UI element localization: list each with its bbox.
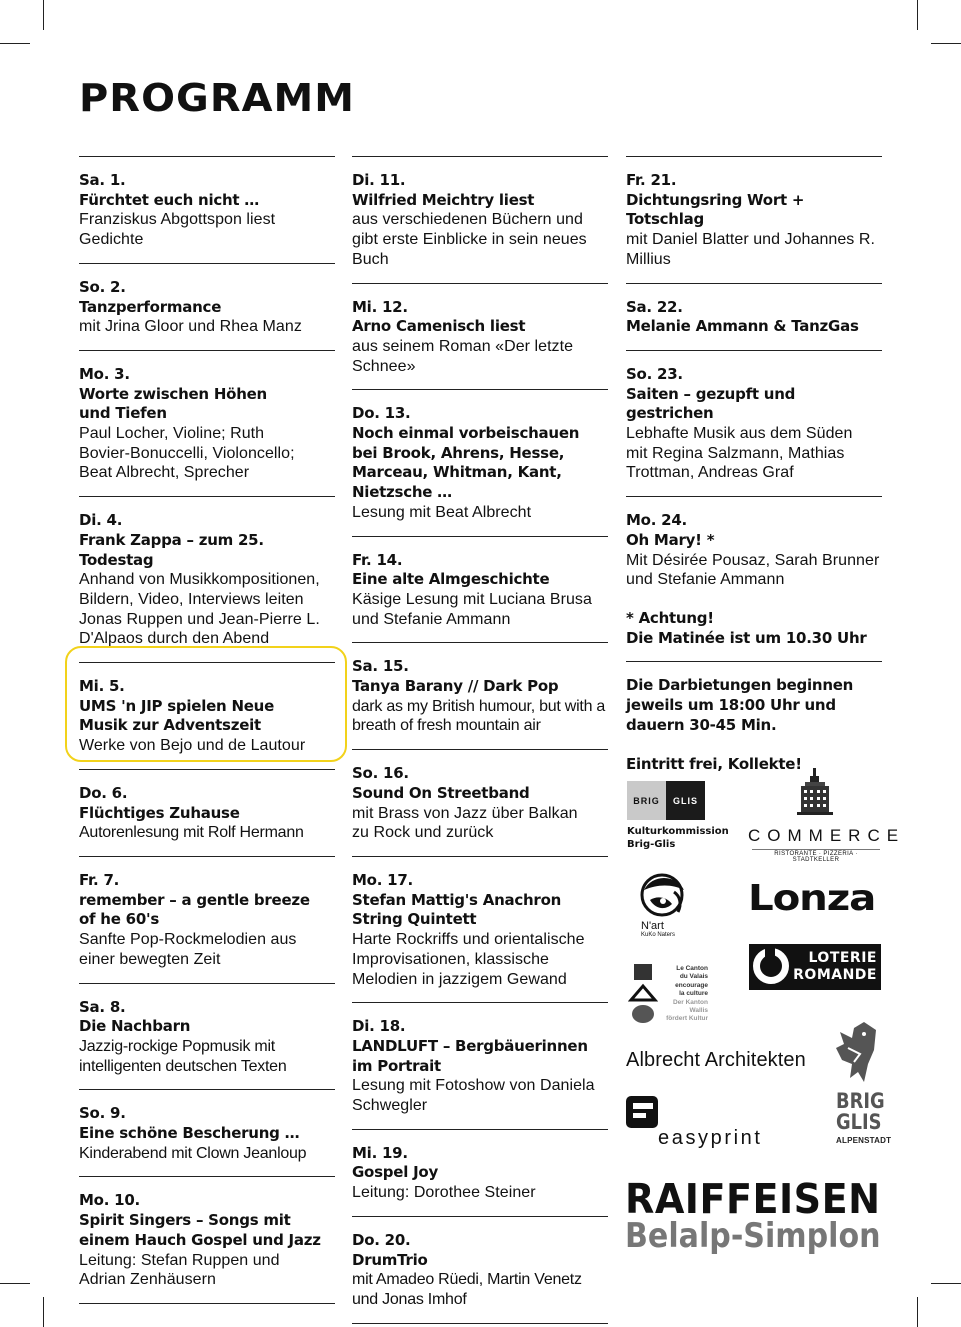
loterie-line1: LOTERIE xyxy=(808,950,877,966)
entry-description: mit Amadeo Rüedi, Martin Venetz und Jonas Imhof xyxy=(352,1271,582,1308)
entry-date: Di. 18. xyxy=(352,1017,406,1036)
entry-title: Wilfried Meichtry liest xyxy=(352,190,535,209)
alpenstadt-label: ALPENSTADT xyxy=(836,1136,892,1145)
entry-title: Worte zwischen Höhen und Tiefen xyxy=(79,384,267,423)
entry-description: Autorenlesung mit Rolf Hermann xyxy=(79,824,304,842)
brig-label: BRIG xyxy=(627,781,666,820)
crop-mark xyxy=(917,0,918,30)
lonza-logo: Lonza xyxy=(748,878,876,919)
glis-label: GLIS xyxy=(666,781,705,820)
program-entry xyxy=(352,643,608,750)
program-column-2 xyxy=(352,156,608,1324)
notice-heading: * Achtung! xyxy=(626,608,714,627)
canton-line: Der Kanton xyxy=(672,998,708,1006)
entry-date: So. 9. xyxy=(79,1104,126,1123)
entry-date: So. 23. xyxy=(626,364,683,383)
entry-date: Sa. 22. xyxy=(626,297,683,316)
program-entry xyxy=(352,157,608,284)
canton-line: la culture xyxy=(679,990,708,998)
page-title: PROGRAMM xyxy=(79,76,356,120)
program-entry xyxy=(79,857,335,984)
entry-date: Mo. 10. xyxy=(79,1191,140,1210)
info-block xyxy=(626,662,882,788)
entry-title: Eine alte Almgeschichte xyxy=(352,570,550,589)
entry-description: aus seinem Roman «Der letzte Schnee» xyxy=(352,337,574,375)
program-entry xyxy=(626,351,882,497)
entry-date: Mi. 19. xyxy=(352,1143,408,1162)
canton-valais-icon xyxy=(628,964,658,1031)
entry-description: dark as my British humour, but with a breath of fresh mountain air xyxy=(352,697,606,735)
entry-description: Leitung: Stefan Ruppen und Adrian Zenhäusern xyxy=(79,1251,280,1289)
brig-glis-logo xyxy=(836,1091,885,1133)
entry-title: Flüchtiges Zuhause xyxy=(79,803,240,822)
crop-mark xyxy=(0,1283,30,1284)
entry-date: Do. 6. xyxy=(79,783,128,802)
notice-block xyxy=(626,603,882,662)
start-time-info: Die Darbietungen beginnen jeweils um 18:00 Uhr und dauern 30-45 Min. xyxy=(626,676,854,734)
entry-title: UMS 'n JIP spielen Neue Musik zur Adventszeit xyxy=(79,696,275,735)
entry-title: LANDLUFT – Bergbäuerinnen im Portrait xyxy=(352,1036,588,1075)
program-column-3 xyxy=(626,156,882,788)
program-entry xyxy=(352,537,608,644)
entry-title: Spirit Singers – Songs mit einem Hauch Gospel und Jazz xyxy=(79,1211,321,1249)
entry-date: Di. 4. xyxy=(79,511,123,530)
entry-description: Franziskus Abgottspon liest Gedichte xyxy=(79,211,276,249)
program-entry xyxy=(352,750,608,857)
entry-description: mit Jrina Gloor und Rhea Manz xyxy=(79,318,302,336)
crop-mark xyxy=(931,43,961,44)
program-entry xyxy=(79,770,335,857)
entry-title: Stefan Mattig's Anachron String Quintett xyxy=(352,890,562,929)
entry-description: Jazzig-rockige Popmusik mit intelligenten deutschen Texten xyxy=(79,1037,287,1075)
entry-description: Lesung mit Fotoshow von Daniela Schwegler xyxy=(352,1077,595,1115)
entry-description: Paul Locher, Violine; Ruth Bovier-Bonuccelli, Violoncello; Beat Albrecht, Sprecher xyxy=(79,425,295,482)
entry-date: Mi. 12. xyxy=(352,297,408,316)
entry-date: Fr. 14. xyxy=(352,550,403,569)
loterie-romande-logo xyxy=(749,944,881,990)
canton-line: du Valais xyxy=(679,973,708,981)
nart-logo: N'art xyxy=(641,920,664,932)
canton-line: Le Canton xyxy=(676,965,708,972)
loterie-ring-gap xyxy=(765,944,775,962)
crop-mark xyxy=(43,0,44,30)
program-entry xyxy=(79,984,335,1091)
program-entry xyxy=(626,284,882,351)
program-entry-highlighted xyxy=(79,663,335,770)
program-entry xyxy=(352,857,608,1003)
albrecht-architekten-logo: Albrecht Architekten xyxy=(626,1049,806,1071)
entry-description: Lesung mit Beat Albrecht xyxy=(352,503,532,521)
canton-line: Wallis xyxy=(689,1007,708,1015)
entry-description: Lebhafte Musik aus dem Süden mit Regina Salzmann, Mathias Trottman, Andreas Graf xyxy=(626,425,853,482)
entry-title: Tanya Barany // Dark Pop xyxy=(352,677,559,696)
brig-glis-line2: GLIS xyxy=(836,1110,882,1134)
crop-mark xyxy=(43,1297,44,1327)
entry-date: So. 16. xyxy=(352,764,409,783)
canton-line: fördert Kultur xyxy=(666,1015,708,1023)
notice-text: Die Matinée ist um 10.30 Uhr xyxy=(626,628,867,647)
entry-title: Frank Zappa – zum 25. Todestag xyxy=(79,530,264,569)
easyprint-e-icon xyxy=(626,1096,660,1135)
entry-date: Mi. 5. xyxy=(79,677,125,696)
brig-glis-eagle-icon xyxy=(834,1020,878,1095)
crop-mark xyxy=(0,43,30,44)
entry-title: remember – a gentle breeze of he 60's xyxy=(79,890,310,929)
entry-date: Do. 13. xyxy=(352,404,411,423)
program-entry xyxy=(352,390,608,536)
entry-title: Gospel Joy xyxy=(352,1163,438,1182)
program-entry xyxy=(79,157,335,264)
program-entry xyxy=(626,157,882,284)
nart-globe-icon xyxy=(636,870,692,927)
entry-date: Sa. 15. xyxy=(352,657,409,676)
entry-date: Mo. 17. xyxy=(352,870,413,889)
entry-date: Fr. 21. xyxy=(626,171,677,189)
program-entry xyxy=(79,264,335,351)
brig-glis-kultur-logo xyxy=(627,781,705,820)
entry-description: Werke von Bejo und de Lautour xyxy=(79,737,306,755)
entry-title: Noch einmal vorbeischauen bei Brook, Ahrens, Hesse, Marceau, Whitman, Kant, Nietzsche … xyxy=(352,424,580,502)
entry-title: Oh Mary! * xyxy=(626,530,715,549)
entry-title: Sound On Streetband xyxy=(352,783,530,802)
crop-mark xyxy=(931,1283,961,1284)
program-entry xyxy=(352,1003,608,1130)
entry-fee-info: Eintritt frei, Kollekte! xyxy=(626,755,802,774)
nart-subtitle: KuKo Naters xyxy=(641,932,676,938)
entry-date: Sa. 1. xyxy=(79,171,126,189)
entry-title: Melanie Ammann & TanzGas xyxy=(626,317,859,336)
kulturkommission-label: Kulturkommission Brig-Glis xyxy=(627,826,729,850)
entry-date: Fr. 7. xyxy=(79,870,120,889)
entry-description: aus verschiedenen Büchern und gibt erste Einblicke in sein neues Buch xyxy=(352,211,587,268)
entry-description: Leitung: Dorothee Steiner xyxy=(352,1184,536,1202)
entry-date: Do. 20. xyxy=(352,1230,411,1249)
entry-date: Sa. 8. xyxy=(79,997,126,1016)
entry-description: Kinderabend mit Clown Jeanloup xyxy=(79,1144,307,1162)
entry-title: Tanzperformance xyxy=(79,297,222,316)
raiffeisen-logo: RAIFFEISEN xyxy=(625,1175,881,1223)
program-entry xyxy=(352,1217,608,1324)
entry-description: Sanfte Pop-Rockmelodien aus einer bewegten Zeit xyxy=(79,931,297,968)
commerce-tower-icon xyxy=(795,768,835,825)
canton-valais-text xyxy=(660,965,708,1024)
program-entry xyxy=(79,1177,335,1304)
entry-description: Anhand von Musikkompositionen, Bildern, Video, Interviews leiten Jonas Ruppen und Jean-Pierre L. D'Alpaos durch den Abend xyxy=(79,571,320,648)
entry-description: Käsige Lesung mit Luciana Brusa und Stefanie Ammann xyxy=(352,590,592,628)
entry-title: Arno Camenisch liest xyxy=(352,317,526,336)
entry-date: Mo. 3. xyxy=(79,364,130,383)
entry-title: Eine schöne Bescherung … xyxy=(79,1124,300,1143)
entry-description: Harte Rockriffs und orientalische Improvisationen, klassische Melodien in jazzigem Gewand xyxy=(352,931,585,988)
program-entry xyxy=(79,1090,335,1177)
loterie-line2: ROMANDE xyxy=(793,967,877,983)
belalp-simplon-logo: Belalp-Simplon xyxy=(625,1216,881,1256)
entry-title: Die Nachbarn xyxy=(79,1017,191,1036)
commerce-subtitle: RISTORANTE · PIZZERIA · STADTKELLER xyxy=(752,849,880,863)
entry-title: Saiten – gezupft und gestrichen xyxy=(626,384,796,423)
entry-date: Di. 11. xyxy=(352,171,406,189)
crop-mark xyxy=(917,1297,918,1327)
program-column-1 xyxy=(79,156,335,1304)
program-entry xyxy=(352,284,608,391)
program-entry xyxy=(352,1130,608,1217)
entry-description: Mit Désirée Pousaz, Sarah Brunner und Stefanie Ammann xyxy=(626,551,880,589)
entry-title: DrumTrio xyxy=(352,1250,428,1269)
entry-date: Mo. 24. xyxy=(626,511,687,530)
entry-date: So. 2. xyxy=(79,277,126,296)
canton-line: encourage xyxy=(675,981,708,989)
program-entry xyxy=(79,351,335,497)
entry-description: mit Brass von Jazz über Balkan zu Rock und zurück xyxy=(352,804,578,842)
entry-description: mit Daniel Blatter und Johannes R. Millius xyxy=(626,231,875,268)
commerce-logo: COMMERCE xyxy=(748,826,906,845)
program-entry xyxy=(626,497,882,603)
brig-glis-line1: BRIG xyxy=(836,1089,885,1113)
program-entry xyxy=(79,497,335,663)
easyprint-logo: easyprint xyxy=(658,1127,763,1149)
entry-title: Fürchtet euch nicht … xyxy=(79,190,260,209)
entry-title: Dichtungsring Wort + Totschlag xyxy=(626,190,805,229)
